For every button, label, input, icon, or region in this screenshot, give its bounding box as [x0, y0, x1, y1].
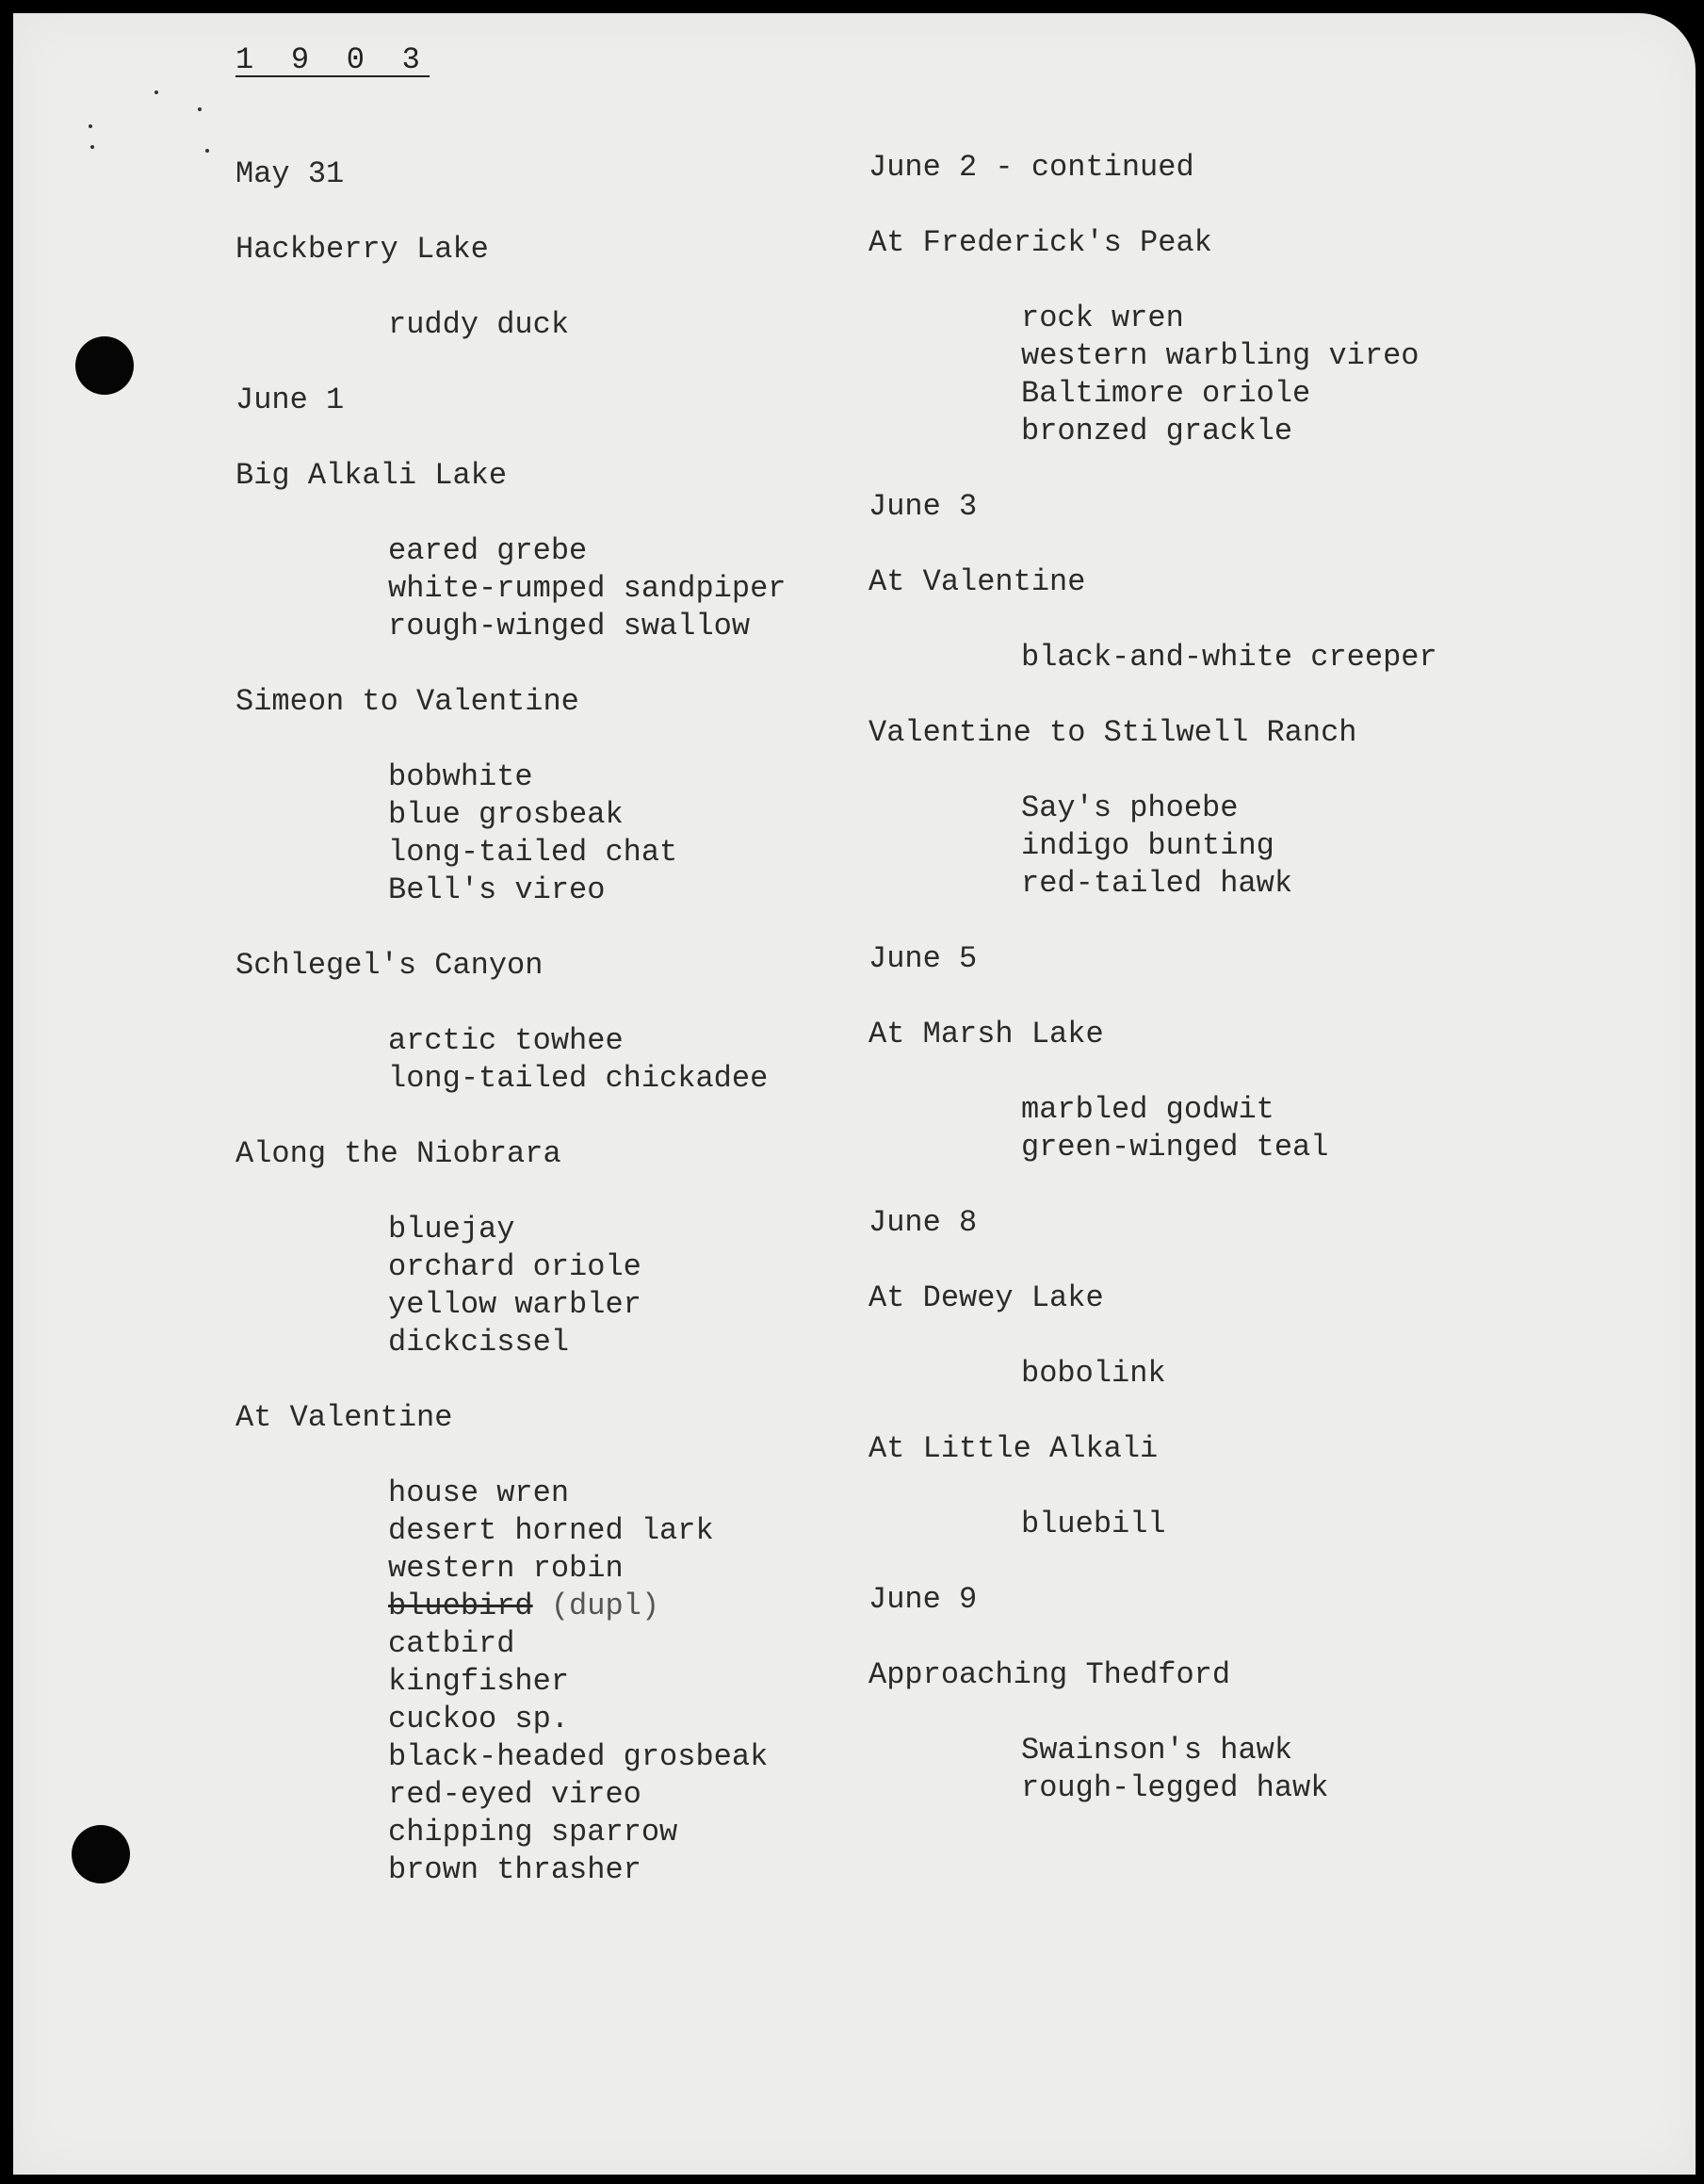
location-heading: At Little Alkali [868, 1431, 1159, 1466]
species-item: house wren [388, 1475, 570, 1510]
species-list [235, 1022, 786, 1098]
species-item: red-eyed vireo [388, 1777, 641, 1812]
species-item: western warbling vireo [1021, 338, 1420, 373]
location-heading: Simeon to Valentine [235, 684, 579, 719]
location-heading: Approaching Thedford [868, 1657, 1231, 1692]
location-heading: At Dewey Lake [868, 1280, 1104, 1315]
right-column [868, 149, 1437, 1845]
date-heading: June 2 - continued [868, 150, 1194, 185]
species-item: long-tailed chickadee [388, 1061, 769, 1096]
species-list [235, 1211, 786, 1361]
location-heading: Valentine to Stilwell Ranch [868, 715, 1357, 750]
species-item: kingfisher [388, 1664, 570, 1699]
location-heading: At Marsh Lake [868, 1017, 1104, 1051]
species-item: brown thrasher [388, 1852, 641, 1887]
species-list [868, 300, 1437, 450]
left-column [235, 155, 786, 1927]
paper-speck [154, 90, 158, 94]
date-heading: June 8 [868, 1205, 978, 1240]
location-heading: Hackberry Lake [235, 232, 489, 267]
date-heading: June 1 [235, 383, 345, 417]
date-heading: June 3 [868, 489, 978, 524]
species-item: arctic towhee [388, 1023, 624, 1058]
species-item: Bell's vireo [388, 872, 606, 907]
species-list [868, 1091, 1437, 1166]
species-item: rough-winged swallow [388, 609, 751, 644]
date-heading: June 5 [868, 941, 978, 976]
year-heading: 1 9 0 3 [235, 42, 430, 77]
species-item: dickcissel [388, 1325, 570, 1360]
location-heading: Schlegel's Canyon [235, 948, 544, 983]
species-item: rough-legged hawk [1021, 1770, 1329, 1805]
species-item: Swainson's hawk [1021, 1733, 1293, 1768]
species-item: yellow warbler [388, 1287, 641, 1322]
paper-speck [198, 107, 202, 111]
species-item: orchard oriole [388, 1249, 641, 1284]
date-heading: May 31 [235, 156, 345, 191]
punch-hole-top [75, 336, 134, 395]
species-list [868, 790, 1437, 903]
species-list [235, 758, 786, 909]
species-item: bronzed grackle [1021, 414, 1293, 448]
species-item: western robin [388, 1551, 624, 1586]
species-item: green-winged teal [1021, 1130, 1329, 1165]
species-item: black-and-white creeper [1021, 640, 1437, 675]
species-item: bluejay [388, 1212, 515, 1247]
species-item: long-tailed chat [388, 835, 678, 870]
species-item: Say's phoebe [1021, 790, 1239, 825]
species-item: black-headed grosbeak [388, 1739, 769, 1774]
species-item: blue grosbeak [388, 797, 624, 832]
species-item: catbird [388, 1626, 515, 1661]
paper-speck [90, 145, 94, 149]
species-item: desert horned lark [388, 1513, 714, 1548]
species-list [868, 1732, 1437, 1807]
paper-speck [89, 124, 92, 128]
species-item: bluebill [1021, 1507, 1166, 1541]
location-heading: Along the Niobrara [235, 1136, 561, 1171]
species-list [868, 1355, 1437, 1393]
location-heading: At Valentine [868, 564, 1086, 599]
species-item: bluebird (dupl) [388, 1589, 660, 1623]
paper-speck [205, 149, 209, 153]
duplicate-note: (dupl) [532, 1589, 660, 1623]
species-item: marbled godwit [1021, 1092, 1274, 1127]
species-item: rock wren [1021, 301, 1184, 335]
species-item: Baltimore oriole [1021, 376, 1311, 411]
species-list [868, 1506, 1437, 1543]
location-heading: At Valentine [235, 1400, 453, 1435]
species-list [235, 306, 786, 344]
species-item: eared grebe [388, 533, 588, 568]
species-item: white-rumped sandpiper [388, 571, 787, 606]
species-item: bobolink [1021, 1356, 1166, 1391]
punch-hole-bottom [72, 1825, 130, 1883]
species-item: red-tailed hawk [1021, 866, 1293, 901]
species-list [868, 639, 1437, 676]
species-item: ruddy duck [388, 307, 570, 342]
location-heading: Big Alkali Lake [235, 458, 508, 493]
species-item: bobwhite [388, 759, 533, 794]
species-item: chipping sparrow [388, 1815, 678, 1850]
species-list [235, 1475, 786, 1889]
species-item: cuckoo sp. [388, 1702, 570, 1736]
species-item: indigo bunting [1021, 828, 1274, 863]
species-list [235, 532, 786, 645]
location-heading: At Frederick's Peak [868, 225, 1212, 260]
date-heading: June 9 [868, 1582, 978, 1617]
